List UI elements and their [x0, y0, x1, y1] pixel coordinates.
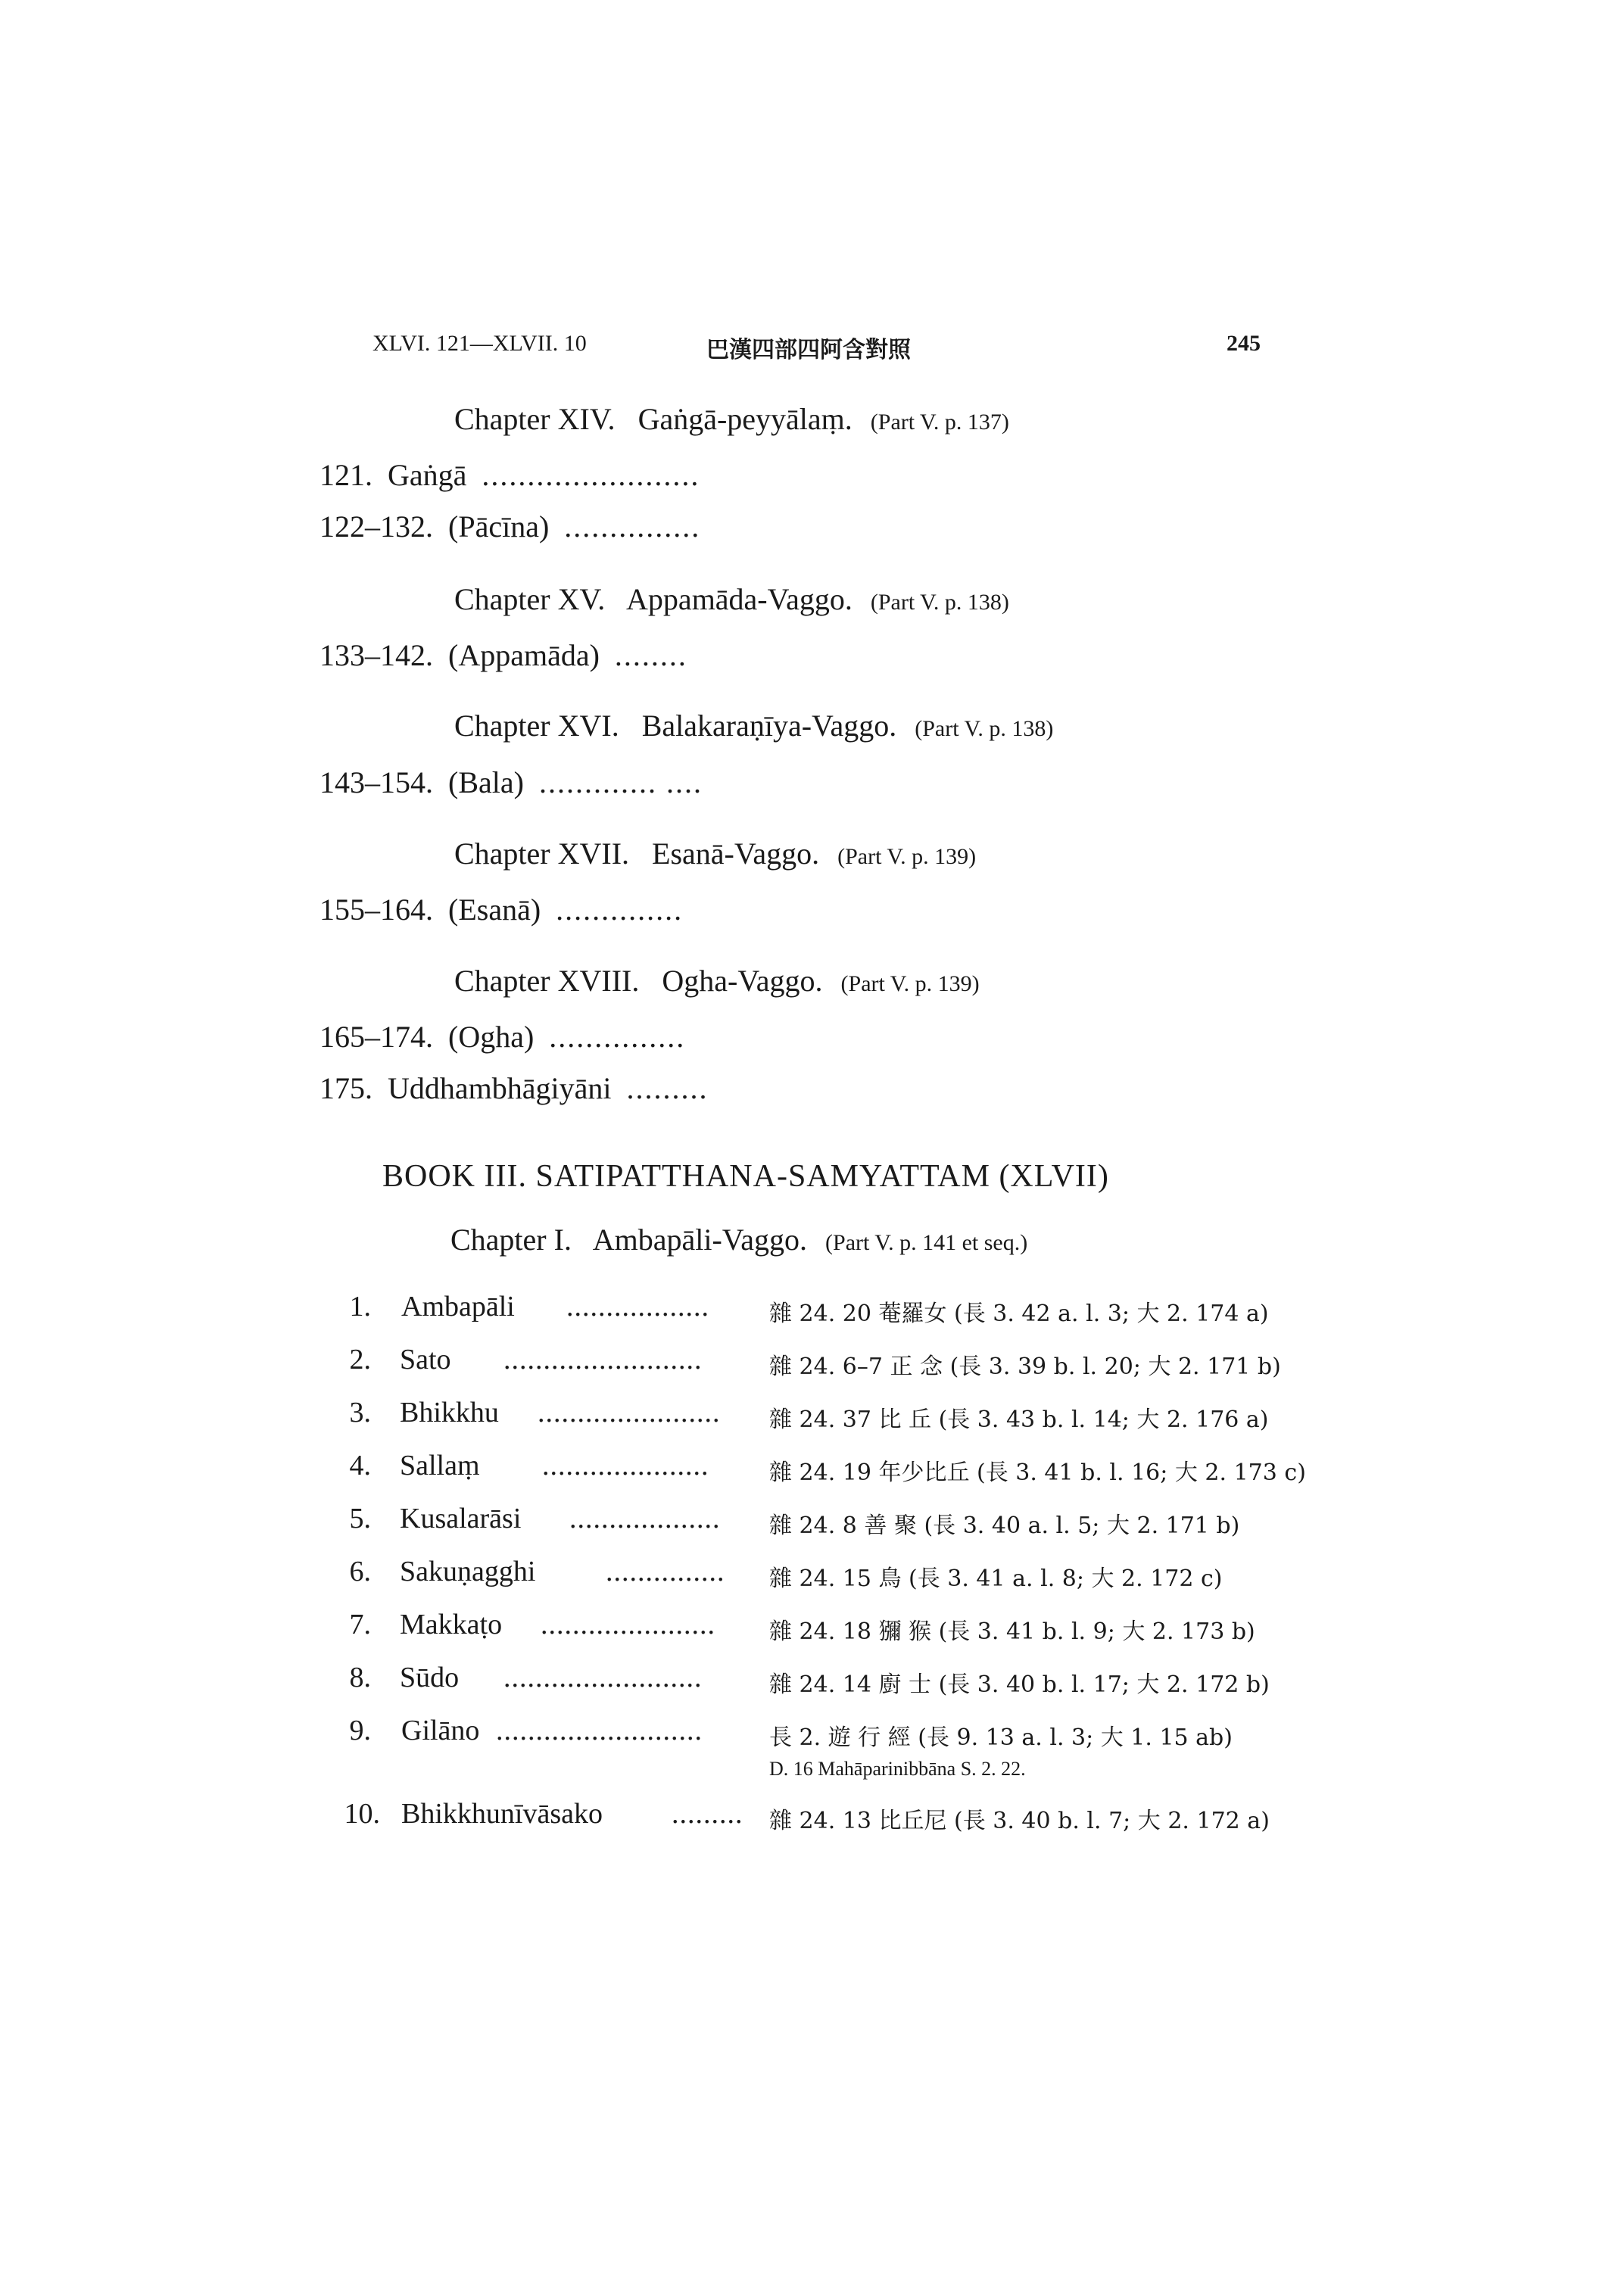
leader-dots: ......... — [626, 1071, 709, 1105]
table-row — [0, 1661, 1624, 1697]
table-row — [0, 1555, 1624, 1591]
leader-dots: ........................ — [482, 458, 700, 492]
chapter-number: Chapter XVII. — [454, 837, 630, 871]
chinese-parallels: 雜 24. 19 年少比丘 (長 3. 41 b. l. 16; 大 2. 173 c) — [769, 1460, 1306, 1486]
book-heading: BOOK III. SATIPATTHANA-SAMYATTAM (XLVII) — [382, 1159, 1109, 1194]
sutta-number: 1. — [349, 1291, 371, 1323]
table-row — [0, 1290, 1624, 1326]
running-head-left: XLVI. 121—XLVII. 10 — [372, 331, 587, 356]
chinese-parallels: 雜 24. 14 廚 士 (長 3. 40 b. l. 17; 大 2. 172 b) — [769, 1671, 1270, 1698]
sutta-number: 8. — [349, 1662, 371, 1693]
leader-dots: ................... — [569, 1503, 721, 1534]
chinese-parallels: 雜 24. 13 比丘尼 (長 3. 40 b. l. 7; 大 2. 172 a) — [769, 1808, 1270, 1834]
chapter-title: Ambapāli-Vaggo. — [592, 1223, 808, 1257]
table-row — [0, 1396, 1624, 1432]
entry-number: 121. — [320, 458, 372, 492]
leader-dots: .......................... — [496, 1715, 703, 1746]
chapter-title: Appamāda-Vaggo. — [626, 582, 853, 616]
chapter-number: Chapter I. — [450, 1223, 572, 1257]
entry-name: (Bala) — [448, 765, 524, 799]
table-row — [0, 1797, 1624, 1833]
sutta-number: 3. — [349, 1397, 371, 1428]
entry-row — [320, 457, 700, 493]
sutta-number: 5. — [349, 1503, 371, 1534]
chapter-title: Gaṅgā-peyyālaṃ. — [637, 402, 853, 436]
chapter-reference: (Part V. p. 139) — [840, 971, 980, 996]
chinese-parallels: 雜 24. 15 鳥 (長 3. 41 a. l. 8; 大 2. 172 c) — [769, 1566, 1223, 1592]
sutta-name: Gilāno — [401, 1715, 480, 1746]
sutta-number: 9. — [349, 1715, 371, 1746]
leader-dots: ......................... — [503, 1344, 703, 1375]
sutta-number: 2. — [349, 1344, 371, 1375]
leader-dots: ...................... — [541, 1609, 715, 1640]
sutta-number: 6. — [349, 1556, 371, 1587]
entry-number: 165–174. — [320, 1020, 433, 1054]
entry-name: (Esanā) — [448, 893, 541, 927]
sutta-number: 7. — [349, 1609, 371, 1640]
chinese-parallels: 雜 24. 8 善 聚 (長 3. 40 a. l. 5; 大 2. 171 b) — [769, 1513, 1240, 1539]
sutta-name: Kusalarāsi — [400, 1503, 522, 1534]
page-number: 245 — [1227, 331, 1261, 356]
sutta-name: Bhikkhunīvāsako — [401, 1798, 603, 1830]
chinese-parallels: 雜 24. 6–7 正 念 (長 3. 39 b. l. 20; 大 2. 171 b) — [769, 1354, 1281, 1380]
leader-dots: ............... — [606, 1556, 725, 1587]
chapter-reference: (Part V. p. 138) — [870, 590, 1009, 615]
chinese-parallels: 長 2. 遊 行 經 (長 9. 13 a. l. 3; 大 1. 15 ab) — [769, 1724, 1233, 1751]
entry-name: Gaṅgā — [388, 458, 467, 492]
entry-row — [320, 637, 687, 673]
entry-number: 175. — [320, 1071, 372, 1105]
entry-row — [320, 1070, 709, 1106]
entry-number: 155–164. — [320, 893, 433, 927]
entry-name: Uddhambhāgiyāni — [388, 1071, 612, 1105]
leader-dots: ........ — [614, 638, 687, 672]
chapter-number: Chapter XV. — [454, 582, 606, 616]
entry-name: (Ogha) — [448, 1020, 535, 1054]
chapter-heading — [454, 708, 1053, 743]
leader-dots: ....................... — [538, 1397, 721, 1428]
leader-dots: .............. — [556, 893, 684, 927]
sutta-number: 10. — [344, 1798, 380, 1830]
table-row — [0, 1714, 1624, 1750]
chapter-title: Ogha-Vaggo. — [662, 964, 823, 998]
entry-number: 143–154. — [320, 765, 433, 799]
chapter-reference: (Part V. p. 141 et seq.) — [825, 1230, 1028, 1255]
entry-row — [320, 892, 683, 927]
chapter-heading — [454, 963, 980, 999]
sutta-name: Ambapāli — [401, 1291, 515, 1323]
chapter-title: Esanā-Vaggo. — [652, 837, 820, 871]
chapter-heading — [454, 836, 976, 871]
chapter-heading — [454, 401, 1009, 437]
entry-name: (Appamāda) — [448, 638, 600, 672]
chinese-parallels: 雜 24. 37 比 丘 (長 3. 43 b. l. 14; 大 2. 176 a) — [769, 1407, 1269, 1433]
entry-number: 133–142. — [320, 638, 433, 672]
sutta-name: Sallaṃ — [400, 1450, 480, 1481]
chapter-heading — [450, 1222, 1027, 1257]
leader-dots: .................. — [566, 1291, 709, 1323]
sutta-name: Sakuṇagghi — [400, 1556, 536, 1587]
leader-dots: ............... — [564, 509, 701, 544]
table-row — [0, 1608, 1624, 1644]
sutta-name: Bhikkhu — [400, 1397, 499, 1428]
sutta-number: 4. — [349, 1450, 371, 1481]
chapter-number: Chapter XVIII. — [454, 964, 640, 998]
entry-row — [320, 765, 703, 800]
table-row — [0, 1343, 1624, 1379]
chapter-number: Chapter XVI. — [454, 709, 619, 743]
leader-dots: ......... — [672, 1798, 743, 1830]
chapter-heading — [454, 581, 1009, 617]
chapter-reference: (Part V. p. 137) — [870, 410, 1009, 435]
table-row — [0, 1449, 1624, 1485]
chapter-reference: (Part V. p. 139) — [837, 844, 977, 869]
sutta-name: Makkaṭo — [400, 1609, 503, 1640]
chapter-reference: (Part V. p. 138) — [915, 716, 1054, 741]
entry-name: (Pācīna) — [448, 509, 550, 544]
table-row — [0, 1502, 1624, 1538]
leader-dots: ..................... — [542, 1450, 709, 1481]
chapter-title: Balakaraṇīya-Vaggo. — [641, 709, 897, 743]
leader-dots: ......................... — [503, 1662, 703, 1693]
running-head-title: 巴漢四部四阿含對照 — [706, 337, 911, 363]
entry-row — [320, 509, 700, 544]
entry-row — [320, 1019, 685, 1055]
leader-dots: ............... — [549, 1020, 686, 1054]
chinese-parallels: 雜 24. 20 菴羅女 (長 3. 42 a. l. 3; 大 2. 174 a) — [769, 1301, 1269, 1327]
sutta-name: Sūdo — [400, 1662, 460, 1693]
chapter-number: Chapter XIV. — [454, 402, 616, 436]
sutta-note: D. 16 Mahāparinibbāna S. 2. 22. — [769, 1758, 1026, 1780]
leader-dots: ............. .... — [538, 765, 703, 799]
chinese-parallels: 雜 24. 18 獼 猴 (長 3. 41 b. l. 9; 大 2. 173 b) — [769, 1618, 1255, 1645]
entry-number: 122–132. — [320, 509, 433, 544]
sutta-name: Sato — [400, 1344, 451, 1375]
